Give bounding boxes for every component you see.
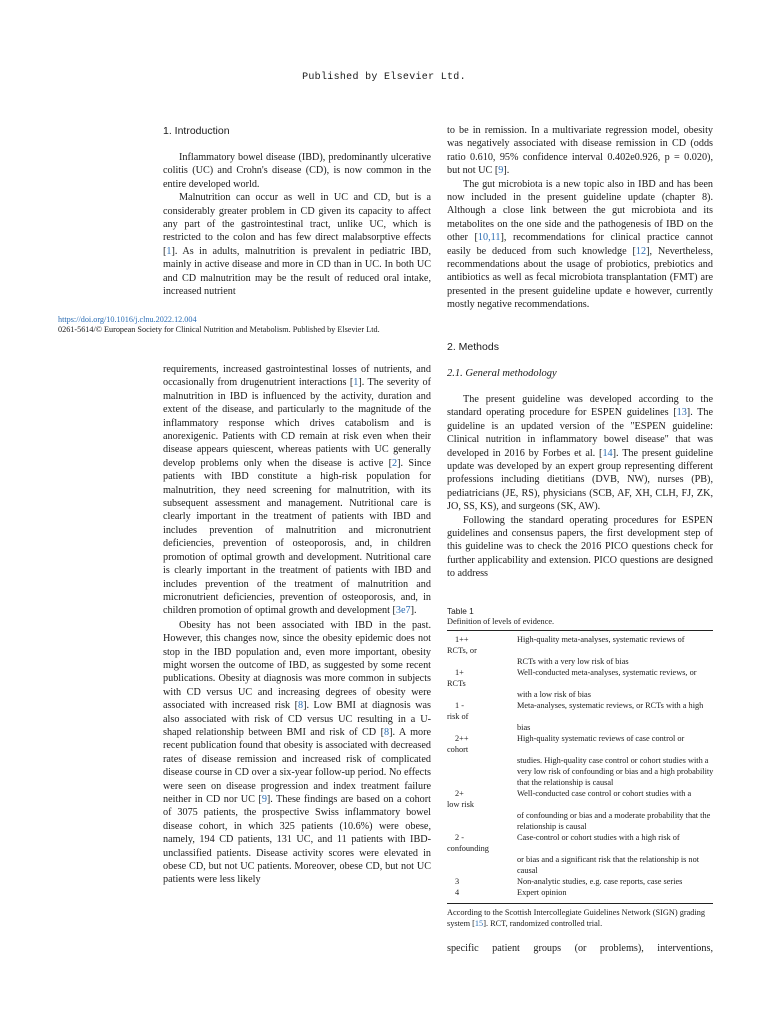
table-bottom-rule xyxy=(447,903,713,904)
table-cell-level: 1++ xyxy=(455,635,469,644)
table-cell-level-cont: cohort xyxy=(447,745,469,754)
citation-link[interactable]: 12 xyxy=(635,245,647,257)
table-cell-level-cont: RCTs xyxy=(447,679,466,688)
table-cell-description-cont: bias xyxy=(517,723,531,732)
table-cell-level: 3 xyxy=(455,877,460,886)
subsection-heading-general-methodology: 2.1. General methodology xyxy=(447,368,557,379)
table-row-cont xyxy=(447,722,713,733)
table-row-cont xyxy=(447,810,713,832)
table-row xyxy=(447,700,713,722)
paragraph-microbiota: The gut microbiota is a new topic also in IBD and has been now included in the present guideline update (chapter 8). Although a close link between the gut microbiota and its metabolites on the one side and the pathogenesis of IBD on the other [10,11], recommendations for clinical practice cannot easily be deduced from such knowledge [12], Nevertheless, recommendations about the usage of probiotics, prebiotics and antibiotics as well as fecal microbiota transplantation (FMT) are presented in the present guideline update e however, currently mostly negative recommendations. xyxy=(447,178,713,311)
left-column-continued xyxy=(163,363,431,887)
table-label: Table 1 xyxy=(447,606,474,616)
right-column-top xyxy=(447,124,713,312)
citation-link[interactable]: 13 xyxy=(676,407,687,419)
citation-link[interactable]: 10,11 xyxy=(477,232,501,244)
table-cell-description: Well-conducted meta-analyses, systematic reviews, or xyxy=(517,668,697,677)
table-cell-description-cont: or bias and a significant risk that the relationship is not causal xyxy=(517,855,700,875)
table-row xyxy=(447,634,713,656)
table-cell-description-cont: studies. High-quality case control or cohort studies with a very low risk of confounding or bias and a high probability that the relationship is causal xyxy=(517,756,714,787)
table-top-rule xyxy=(447,630,713,631)
table-cell-level-cont: confounding xyxy=(447,844,489,853)
table-cell-level-cont: RCTs, or xyxy=(447,646,477,655)
intro-paragraph-1: Inflammatory bowel disease (IBD), predominantly ulcerative colitis (UC) and Crohn's disease (CD), is now common in the entire developed world. xyxy=(163,152,431,190)
table-row-cont xyxy=(447,854,713,876)
paragraph-obesity: Obesity has not been associated with IBD in the past. However, this changes now, since the obesity epidemic does not stop in the IBD population and, even more important, obesity might worsen the outcome of IBD, as suggested by some recent publications. Obesity at diagnosis was more common in subjects with CD versus UC and increasing degrees of obesity were associated with increased risk [8]. Low BMI at diagnosis was also associated with risk of CD versus UC resulting in a U-shaped relationship between BMI and risk of CD [8]. A more recent publication found that obesity is associated with decreased rates of disease remission and increased risk of complicated disease course in CD over a six-year follow-up period. No effects were seen on disease progression and index treatment failure neither in CD nor UC [9]. These findings are based on a cohort of 3075 patients, the prospective Swiss inflammatory bowel disease cohort, in which 325 patients (10.6%) were obese, namely, 194 CD patients, 131 UC, and 11 patients with IBD-unclassified patients. Disease activity scores were elevated in obese CD, but not UC patients. Moreover, obese CD, but not UC patients were less likely xyxy=(163,619,432,886)
table-cell-description: High-quality systematic reviews of case control or xyxy=(517,734,685,743)
paragraph-pico: Following the standard operating procedures for ESPEN guidelines and consensus papers, the first development step of this guideline was to check the 2016 PICO questions check for further applicability and extension. PICO questions are designed to address xyxy=(447,514,713,580)
evidence-table xyxy=(447,634,713,898)
citation-link[interactable]: 14 xyxy=(602,447,613,459)
citation-link[interactable]: 1 xyxy=(353,377,359,389)
table-cell-level: 4 xyxy=(455,888,460,897)
table-row xyxy=(447,876,713,887)
table-cell-description: Non-analytic studies, e.g. case reports, case series xyxy=(517,877,683,886)
citation-link[interactable]: 8 xyxy=(383,726,390,738)
table-cell-description: Case-control or cohort studies with a high risk of xyxy=(517,833,680,842)
table-cell-level: 2+ xyxy=(455,789,464,798)
citation-link[interactable]: 2 xyxy=(392,457,398,469)
paragraph-remission: to be in remission. In a multivariate regression model, obesity was negatively associated with disease remission in CD (odds ratio 0.610, 95% confidence interval 0.402e0.926, p = 0.020), but not UC [9]. xyxy=(447,125,713,177)
table-cell-description: High-quality meta-analyses, systematic reviews of xyxy=(517,635,685,644)
citation-link[interactable]: 1 xyxy=(166,245,172,257)
paragraph-requirements: requirements, increased gastrointestinal losses of nutrients, and occasionally from drugenutrient interactions [1]. The severity of malnutrition in IBD is influenced by the activity, duration and extent of the disease, and particularly to the magnitude of the inflammatory response which drives catabolism and is anorexigenic. Patients with CD remain at risk even when their disease appears quiescent, whereas patients with UC generally develop problems only when the disease is active [2]. Since patients with IBD constitute a high-risk population for malnutrition, they need screening for malnutrition, with its subsequent assessment and management. Nutritional care is clearly important in the treatment of patients with IBD and includes prevention of malnutrition and micronutrient deficiencies, prevention of osteoporosis, and, in children promotion of optimal growth and development. Nutritional care is clearly important in the treatment of patients with IBD and includes prevention of the treatment of malnutrition and micronutrient deficiencies, prevention of osteoporosis, and, in children promotion of optimal growth and development [3e7]. xyxy=(163,364,432,617)
table-cell-level-cont: low risk xyxy=(447,800,474,809)
doi-link[interactable]: https://doi.org/10.1016/j.clnu.2022.12.004 xyxy=(58,315,197,324)
citation-link[interactable]: 15 xyxy=(474,919,484,928)
table-row xyxy=(447,887,713,898)
publisher-header: Published by Elsevier Ltd. xyxy=(302,72,466,83)
intro-paragraph-2: Malnutrition can occur as well in UC and CD, but is a considerably greater problem in CD given its capacity to affect any part of the gastrointestinal tract, unlike UC, which is restricted to the colon and has few direct malabsorptive effects [1]. As in adults, malnutrition is prevalent in pediatric IBD, mainly in active disease and more in CD than in UC. In both UC and CD malnutrition may be the result of reduced oral intake, increased nutrient xyxy=(163,192,431,298)
right-column-last-line: specific patient groups (or problems), interventions, xyxy=(447,943,713,954)
table-cell-level: 2 - xyxy=(455,833,464,842)
section-heading-methods: 2. Methods xyxy=(447,341,499,353)
right-column-methods xyxy=(447,393,713,581)
citation-link[interactable]: 9 xyxy=(261,794,267,805)
table-cell-level-cont: risk of xyxy=(447,712,469,721)
table-cell-description: Expert opinion xyxy=(517,888,567,897)
table-row-cont xyxy=(447,755,713,788)
table-row xyxy=(447,832,713,854)
copyright-line: 0261-5614/© European Society for Clinical Nutrition and Metabolism. Published by Elsevier Ltd. xyxy=(58,325,380,334)
citation-link[interactable]: 9 xyxy=(498,165,504,177)
table-row-cont xyxy=(447,656,713,667)
table-cell-description-cont: of confounding or bias and a moderate probability that the relationship is causal xyxy=(517,811,711,831)
table-footnote: According to the Scottish Intercollegiate Guidelines Network (SIGN) grading system [15]. RCT, randomized controlled trial. xyxy=(447,908,706,928)
table-cell-description: Well-conducted case control or cohort studies with a xyxy=(517,789,692,798)
citation-link[interactable]: 3e7 xyxy=(395,605,411,617)
intro-text xyxy=(163,151,431,298)
table-cell-description: Meta-analyses, systematic reviews, or RCTs with a high xyxy=(517,701,704,710)
table-cell-description-cont: RCTs with a very low risk of bias xyxy=(517,657,629,666)
table-row xyxy=(447,788,713,810)
paragraph-guideline-development: The present guideline was developed according to the standard operating procedure for ESPEN guidelines [13]. The guideline is an updated version of the "ESPEN guideline: Clinical nutrition in inflammatory bowel disease" that was developed in 2016 by Forbes et al. [14]. The present guideline update was developed by an expert group representing different professions including dietitians (DVB, NW), nurses (PB), pediatricians (JE, RS), physicians (SCB, AF, XH, CLH, FJ, ZK, JO, SS, KS), and surgeons (SK, AW). xyxy=(447,394,713,513)
citation-link[interactable]: 8 xyxy=(298,700,304,712)
table-row xyxy=(447,733,713,755)
table-cell-level: 2++ xyxy=(455,734,469,743)
table-cell-level: 1 - xyxy=(455,701,464,710)
table-row-cont xyxy=(447,689,713,700)
table-cell-level: 1+ xyxy=(455,668,464,677)
table-caption: Definition of levels of evidence. xyxy=(447,617,555,626)
table-row xyxy=(447,667,713,689)
section-heading-introduction: 1. Introduction xyxy=(163,125,230,137)
table-cell-description-cont: with a low risk of bias xyxy=(517,690,591,699)
